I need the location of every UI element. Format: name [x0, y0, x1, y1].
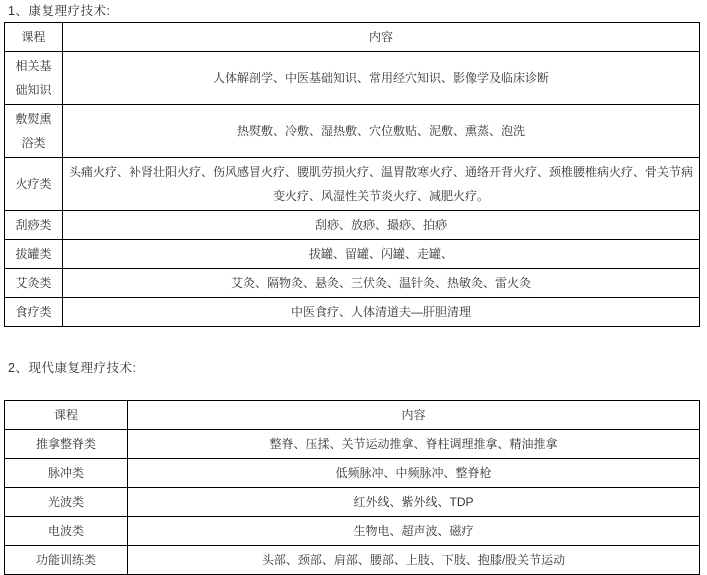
content-cell: 拔罐、留罐、闪罐、走罐、: [63, 240, 700, 269]
table-row: [5, 459, 700, 488]
column-header-course: 课程: [5, 23, 63, 52]
content-cell: 热熨敷、冷敷、湿热敷、穴位敷贴、泥敷、熏蒸、泡洗: [63, 105, 700, 158]
table-row: [5, 546, 700, 575]
course-cell: 脉冲类: [5, 459, 128, 488]
column-header-content: 内容: [63, 23, 700, 52]
course-cell: 刮痧类: [5, 211, 63, 240]
course-cell: 电波类: [5, 517, 128, 546]
content-cell: 刮痧、放痧、撮痧、拍痧: [63, 211, 700, 240]
content-cell: 整脊、压揉、关节运动推拿、脊柱调理推拿、精油推拿: [128, 430, 700, 459]
course-cell: 拔罐类: [5, 240, 63, 269]
table-row: [5, 105, 700, 158]
column-header-content: 内容: [128, 401, 700, 430]
course-cell: 推拿整脊类: [5, 430, 128, 459]
column-header-course: 课程: [5, 401, 128, 430]
section1-title: 1、康复理疗技术:: [8, 4, 111, 18]
content-cell: 中医食疗、人体清道夫—肝胆清理: [63, 298, 700, 327]
content-cell: 红外线、紫外线、TDP: [128, 488, 700, 517]
content-cell: 头部、颈部、肩部、腰部、上肢、下肢、抱膝/股关节运动: [128, 546, 700, 575]
content-cell: 头痛火疗、补肾壮阳火疗、伤风感冒火疗、腰肌劳损火疗、温胃散寒火疗、通络开背火疗、颈椎腰椎病火疗、骨关节病变火疗、风湿性关节炎火疗、减肥火疗。: [63, 158, 700, 211]
content-cell: 生物电、超声波、磁疗: [128, 517, 700, 546]
table-row: [5, 488, 700, 517]
table-row: [5, 52, 700, 105]
course-cell: 相关基础知识: [5, 52, 63, 105]
table-row: [5, 158, 700, 211]
course-cell: 光波类: [5, 488, 128, 517]
section2-title: 2、现代康复理疗技术:: [8, 361, 137, 375]
modern-rehab-therapy-table: [4, 400, 700, 575]
content-cell: 人体解剖学、中医基础知识、常用经穴知识、影像学及临床诊断: [63, 52, 700, 105]
course-cell: 食疗类: [5, 298, 63, 327]
table-header-row: [5, 23, 700, 52]
course-cell: 功能训练类: [5, 546, 128, 575]
table-row: [5, 269, 700, 298]
course-cell: 敷熨熏浴类: [5, 105, 63, 158]
content-cell: 艾灸、隔物灸、悬灸、三伏灸、温针灸、热敏灸、雷火灸: [63, 269, 700, 298]
table-row: [5, 430, 700, 459]
table-header-row: [5, 401, 700, 430]
content-cell: 低频脉冲、中频脉冲、整脊枪: [128, 459, 700, 488]
course-cell: 艾灸类: [5, 269, 63, 298]
table-row: [5, 240, 700, 269]
rehab-therapy-table: [4, 22, 700, 327]
table-row: [5, 298, 700, 327]
table-row: [5, 211, 700, 240]
table-row: [5, 517, 700, 546]
course-cell: 火疗类: [5, 158, 63, 211]
